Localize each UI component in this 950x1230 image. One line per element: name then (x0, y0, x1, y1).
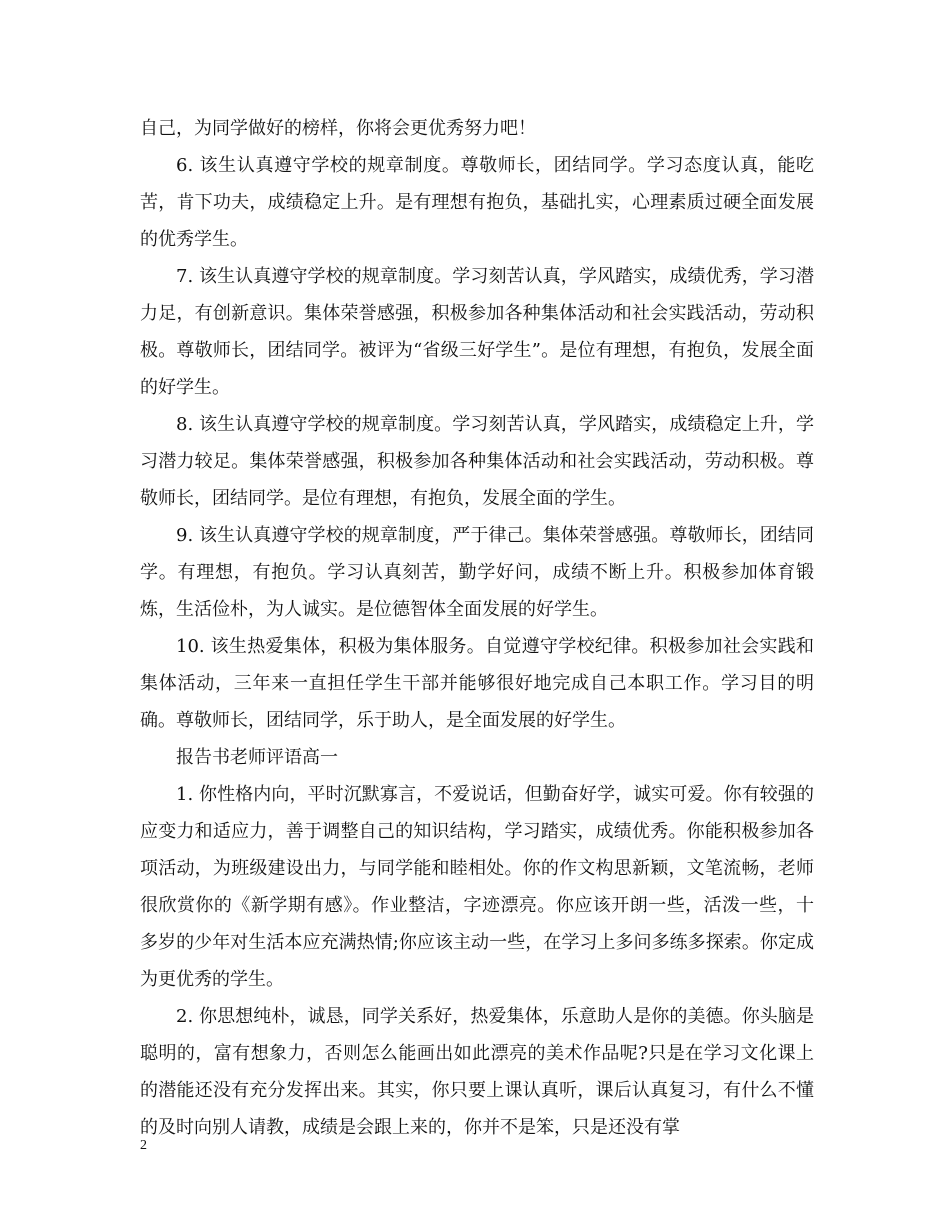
comment-item-7: 7. 该生认真遵守学校的规章制度。学习刻苦认真，学风踏实，成绩优秀，学习潜力足，有创新意识。集体荣誉感强，积极参加各种集体活动和社会实践活动，劳动积极。尊敬师长，团结同学。被评为“省级三好学生”。是位有理想，有抱负，发展全面的好学生。 (140, 266, 814, 398)
document-body (140, 110, 814, 1146)
comment-item-8: 8. 该生认真遵守学校的规章制度。学习刻苦认真，学风踏实，成绩稳定上升，学习潜力较足。集体荣誉感强，积极参加各种集体活动和社会实践活动，劳动积极。尊敬师长，团结同学。是位有理想，有抱负，发展全面的学生。 (140, 414, 814, 509)
teacher-comment-1: 1. 你性格内向，平时沉默寡言，不爱说话，但勤奋好学，诚实可爱。你有较强的应变力和适应力，善于调整自己的知识结构，学习踏实，成绩优秀。你能积极参加各项活动，为班级建设出力，与同学能和睦相处。你的作文构思新颖，文笔流畅，老师很欣赏你的《新学期有感》。作业整洁，字迹漂亮。你应该开朗一些，活泼一些，十多岁的少年对生活本应充满热情;你应该主动一些，在学习上多问多练多探索。你定成为更优秀的学生。 (140, 784, 814, 990)
teacher-comment-2: 2. 你思想纯朴，诚恳，同学关系好，热爱集体，乐意助人是你的美德。你头脑是聪明的，富有想象力，否则怎么能画出如此漂亮的美术作品呢?只是在学习文化课上的潜能还没有充分发挥出来。其实，你只要上课认真听，课后认真复习，有什么不懂的及时向别人请教，成绩是会跟上来的，你并不是笨，只是还没有掌 (140, 1006, 814, 1138)
page-number: 2 (140, 1138, 147, 1153)
comment-item-10: 10. 该生热爱集体，积极为集体服务。自觉遵守学校纪律。积极参加社会实践和集体活动，三年来一直担任学生干部并能够很好地完成自己本职工作。学习目的明确。尊敬师长，团结同学，乐于助人，是全面发展的好学生。 (140, 636, 814, 731)
paragraph-continuation: 自己，为同学做好的榜样，你将会更优秀努力吧！ (140, 118, 536, 139)
section-heading: 报告书老师评语高一 (176, 747, 338, 768)
comment-item-6: 6. 该生认真遵守学校的规章制度。尊敬师长，团结同学。学习态度认真，能吃苦，肯下功夫，成绩稳定上升。是有理想有抱负，基础扎实，心理素质过硬全面发展的优秀学生。 (140, 155, 814, 250)
comment-item-9: 9. 该生认真遵守学校的规章制度，严于律己。集体荣誉感强。尊敬师长，团结同学。有理想，有抱负。学习认真刻苦，勤学好问，成绩不断上升。积极参加体育锻炼，生活俭朴，为人诚实。是位德智体全面发展的好学生。 (140, 525, 814, 620)
